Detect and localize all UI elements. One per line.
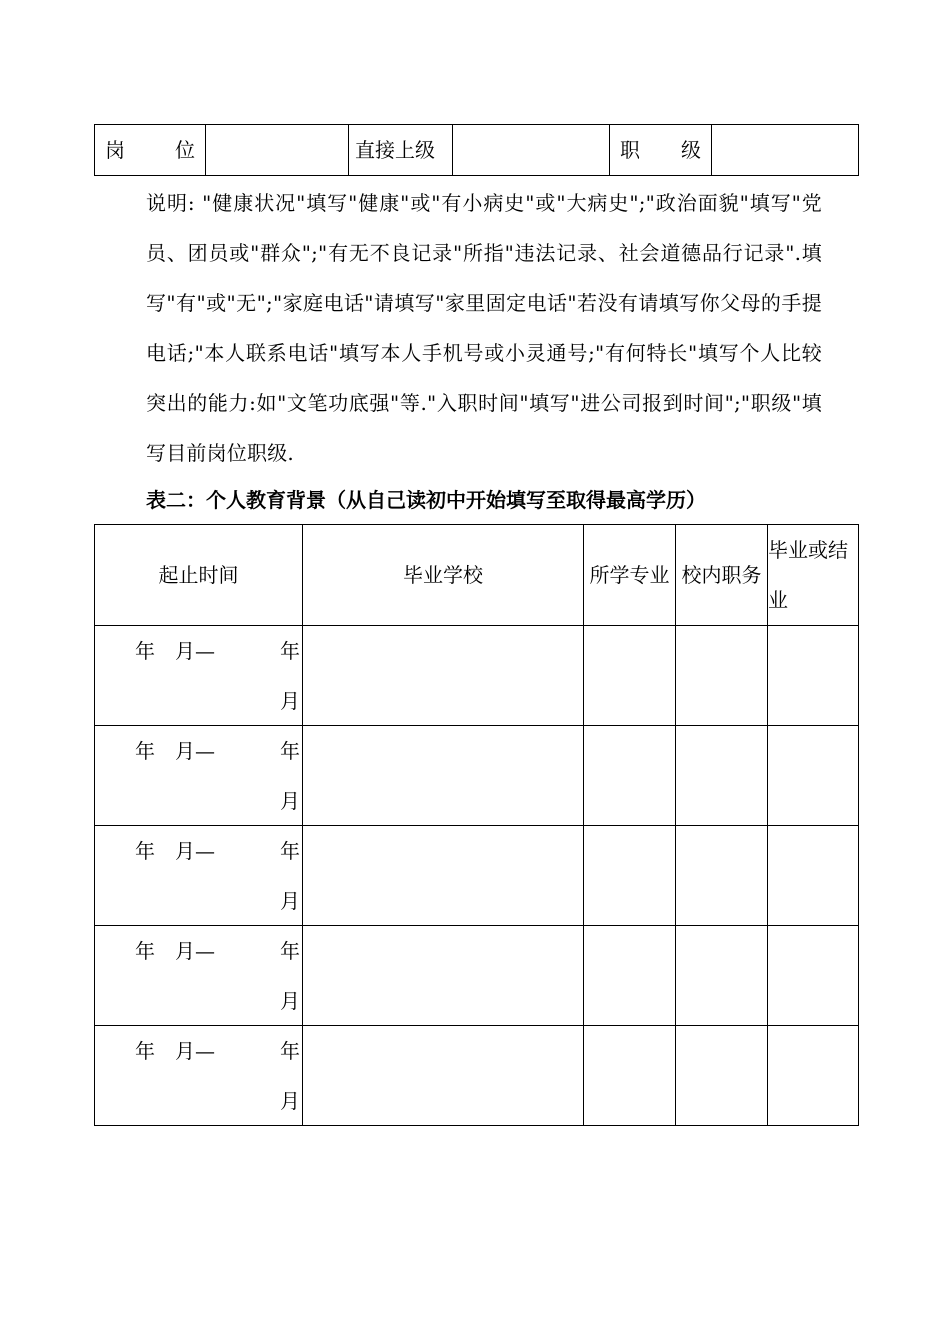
job-info-row — [95, 125, 859, 176]
school-cell[interactable] — [303, 626, 584, 726]
level-label-char-2: 级 — [681, 138, 701, 162]
date-start-text: 年 月— — [135, 939, 215, 963]
school-cell[interactable] — [303, 926, 584, 1026]
level-label — [610, 125, 712, 176]
date-range-cell[interactable] — [95, 1026, 303, 1126]
date-line-start — [135, 826, 300, 876]
date-end-month-text: 月 — [280, 789, 300, 813]
education-row — [95, 726, 859, 826]
position-value-cell[interactable] — [206, 125, 349, 176]
date-end-year-text: 年 — [280, 639, 300, 663]
date-range-cell[interactable] — [95, 726, 303, 826]
status-cell[interactable] — [768, 926, 859, 1026]
level-label-char-1: 职 — [620, 138, 640, 162]
position-label — [95, 125, 206, 176]
education-header-row — [95, 525, 859, 626]
education-row — [95, 926, 859, 1026]
major-cell[interactable] — [584, 726, 676, 826]
date-line-start — [135, 1026, 300, 1076]
date-end-year-text: 年 — [280, 839, 300, 863]
school-cell[interactable] — [303, 726, 584, 826]
school-cell[interactable] — [303, 1026, 584, 1126]
major-cell[interactable] — [584, 926, 676, 1026]
date-line-start — [135, 926, 300, 976]
role-cell[interactable] — [676, 626, 768, 726]
supervisor-value-cell[interactable] — [453, 125, 610, 176]
date-range-cell[interactable] — [95, 626, 303, 726]
education-row — [95, 1026, 859, 1126]
job-info-table — [94, 124, 859, 176]
position-label-char-2: 位 — [175, 138, 195, 162]
header-status: 毕业或结业 — [768, 525, 859, 626]
date-line-start — [135, 726, 300, 776]
school-cell[interactable] — [303, 826, 584, 926]
header-major: 所学专业 — [584, 525, 676, 626]
status-cell[interactable] — [768, 726, 859, 826]
date-end-month-text: 月 — [280, 989, 300, 1013]
date-end-month-text: 月 — [280, 889, 300, 913]
status-cell[interactable] — [768, 626, 859, 726]
header-period: 起止时间 — [95, 525, 303, 626]
position-label-char-1: 岗 — [105, 138, 125, 162]
date-end-year-text: 年 — [280, 1039, 300, 1063]
instructions-note: 说明: "健康状况"填写"健康"或"有小病史"或"大病史";"政治面貌"填写"党员、团员或"群众";"有无不良记录"所指"违法记录、社会道德品行记录".填写"有"或"无";"家庭电话"请填写"家里固定电话"若没有请填写你父母的手提电话;"本人联系电话"填写本人手机号或小灵通号;"有何特长"填写个人比较突出的能力:如"文笔功底强"等."入职时间"填写"进公司报到时间";"职级"填写目前岗位职级. — [146, 191, 822, 465]
role-cell[interactable] — [676, 926, 768, 1026]
date-end-year-text: 年 — [280, 939, 300, 963]
date-start-text: 年 月— — [135, 839, 215, 863]
date-range-cell[interactable] — [95, 826, 303, 926]
date-range-cell[interactable] — [95, 926, 303, 1026]
role-cell[interactable] — [676, 826, 768, 926]
date-end-month-text: 月 — [280, 1089, 300, 1113]
role-cell[interactable] — [676, 726, 768, 826]
education-section-title: 表二：个人教育背景（从自己读初中开始填写至取得最高学历） — [146, 488, 706, 512]
major-cell[interactable] — [584, 1026, 676, 1126]
date-start-text: 年 月— — [135, 639, 215, 663]
education-row — [95, 826, 859, 926]
status-cell[interactable] — [768, 826, 859, 926]
role-cell[interactable] — [676, 1026, 768, 1126]
date-start-text: 年 月— — [135, 1039, 215, 1063]
date-line-start — [135, 626, 300, 676]
level-value-cell[interactable] — [712, 125, 859, 176]
date-end-month-text: 月 — [280, 689, 300, 713]
supervisor-label: 直接上级 — [349, 125, 453, 176]
education-table — [94, 524, 859, 1126]
status-cell[interactable] — [768, 1026, 859, 1126]
date-start-text: 年 月— — [135, 739, 215, 763]
date-end-year-text: 年 — [280, 739, 300, 763]
major-cell[interactable] — [584, 626, 676, 726]
education-row — [95, 626, 859, 726]
header-school: 毕业学校 — [303, 525, 584, 626]
header-role: 校内职务 — [676, 525, 768, 626]
major-cell[interactable] — [584, 826, 676, 926]
